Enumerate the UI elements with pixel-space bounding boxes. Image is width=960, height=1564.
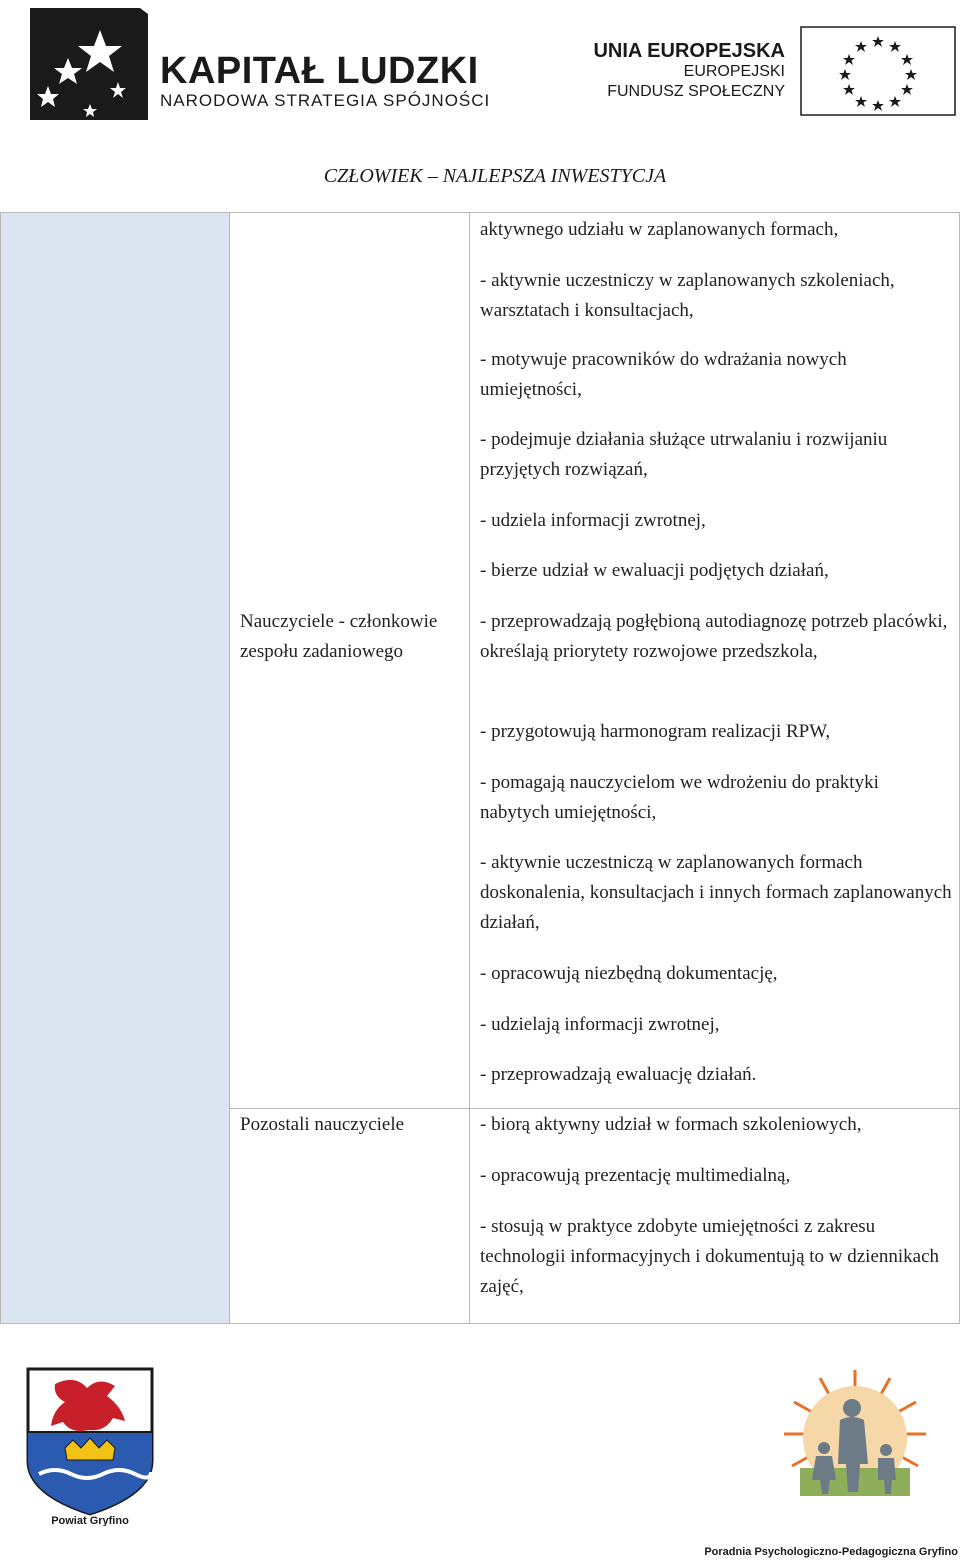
duty-text: - biorą aktywny udział w formach szkoleniowych, bbox=[480, 1114, 862, 1135]
duty-text: - udziela informacji zwrotnej, bbox=[480, 510, 706, 531]
row-divider bbox=[229, 1108, 960, 1109]
duty-text: - udzielają informacji zwrotnej, bbox=[480, 1014, 720, 1035]
duty-text: - przeprowadzają pogłębioną autodiagnozę potrzeb placówki, określają priorytety rozwojowe przedszkola, bbox=[480, 611, 948, 662]
motto: CZŁOWIEK – NAJLEPSZA INWESTYCJA bbox=[323, 165, 667, 187]
powiat-gryfino-crest bbox=[25, 1366, 155, 1526]
eu-flag-icon bbox=[800, 26, 956, 116]
duty-text: - stosują w praktyce zdobyte umiejętności z zakresu technologii informacyjnych i dokumentują to w dziennikach zajęć, bbox=[480, 1216, 940, 1297]
eu-fund-line2: EUROPEJSKI bbox=[683, 63, 785, 80]
kapital-ludzki-title: KAPITAŁ LUDZKI bbox=[160, 50, 479, 92]
responsibilities-table bbox=[0, 212, 960, 1324]
eu-fund-label bbox=[590, 40, 785, 102]
role-label: Nauczyciele - członkowie zespołu zadaniowego bbox=[240, 611, 438, 662]
institution-name: Poradnia Psychologiczno-Pedagogiczna Gryfino bbox=[704, 1546, 958, 1558]
eu-union-label: UNIA EUROPEJSKA bbox=[593, 40, 785, 62]
duty-text: - opracowują prezentację multimedialną, bbox=[480, 1165, 791, 1186]
duty-text: - motywuje pracowników do wdrażania nowych umiejętności, bbox=[480, 349, 847, 400]
poradnia-logo bbox=[780, 1368, 930, 1498]
column-divider bbox=[469, 213, 470, 1323]
shaded-column bbox=[0, 213, 230, 1323]
duty-text: - przygotowują harmonogram realizacji RPW, bbox=[480, 721, 831, 742]
duty-text: - podejmuje działania służące utrwalaniu i rozwijaniu przyjętych rozwiązań, bbox=[480, 429, 888, 480]
duty-text: - aktywnie uczestniczy w zaplanowanych szkoleniach, warsztatach i konsultacjach, bbox=[480, 270, 895, 321]
kapital-ludzki-logo bbox=[30, 8, 152, 120]
duty-text: aktywnego udziału w zaplanowanych formach, bbox=[480, 219, 839, 240]
duty-text: - pomagają nauczycielom we wdrożeniu do praktyki nabytych umiejętności, bbox=[480, 772, 879, 823]
role-label: Pozostali nauczyciele bbox=[240, 1114, 405, 1135]
crest-caption: Powiat Gryfino bbox=[51, 1515, 129, 1526]
kapital-ludzki-subtitle: NARODOWA STRATEGIA SPÓJNOŚCI bbox=[160, 91, 491, 110]
eu-fund-line3: FUNDUSZ SPOŁECZNY bbox=[607, 83, 785, 100]
duty-text: - bierze udział w ewaluacji podjętych działań, bbox=[480, 560, 829, 581]
duty-text: - przeprowadzają ewaluację działań. bbox=[480, 1064, 757, 1085]
duty-text: - opracowują niezbędną dokumentację, bbox=[480, 963, 778, 984]
duty-text: - aktywnie uczestniczą w zaplanowanych formach doskonalenia, konsultacjach i innych formach zaplanowanych działań, bbox=[480, 852, 952, 933]
